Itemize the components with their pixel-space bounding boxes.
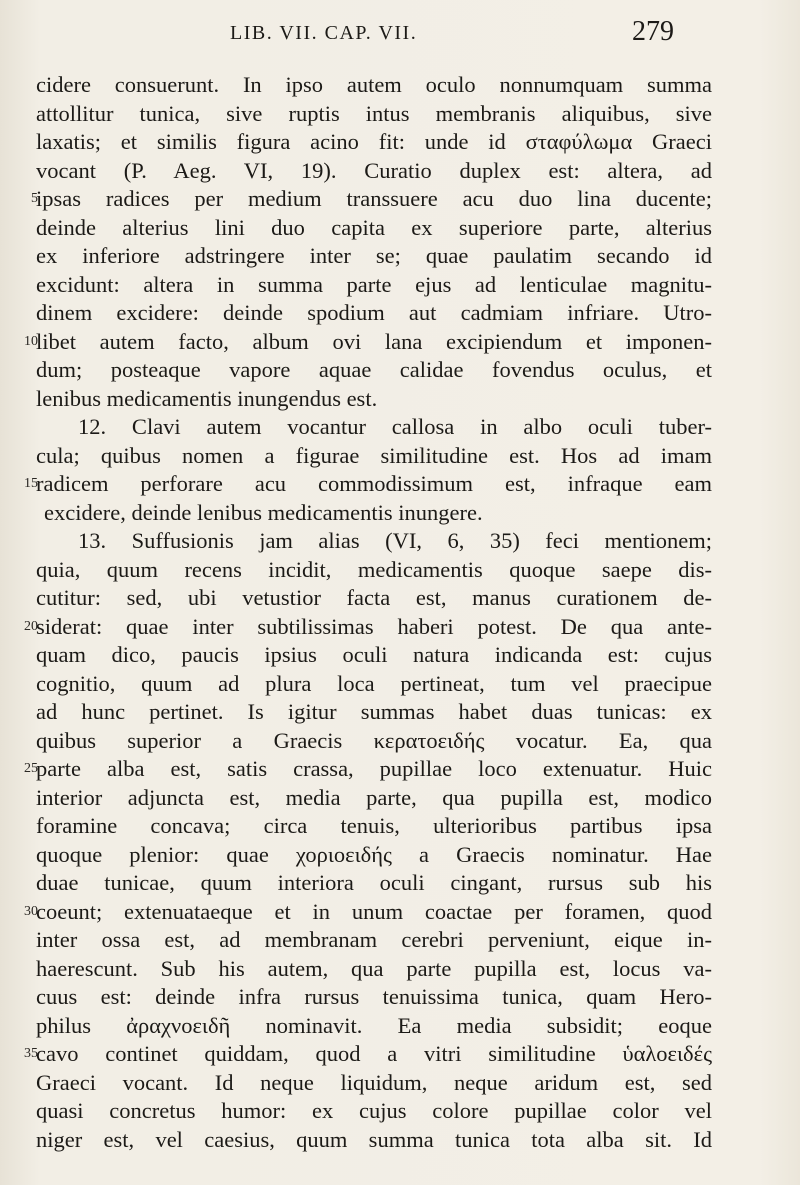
text-line <box>0 785 800 814</box>
line-text: philus ἀραχνοειδῆ nominavit. Ea media subsidit; eoque <box>36 1012 712 1038</box>
line-text: radicem perforare acu commodissimum est, infraque eam <box>36 471 712 496</box>
text-line <box>0 215 800 244</box>
line-text: cula; quibus nomen a figurae similitudine est. Hos ad imam <box>36 442 712 468</box>
line-text: libet autem facto, album ovi lana excipiendum et imponen- <box>36 328 712 354</box>
line-number: 5 <box>31 191 38 206</box>
line-text: cuus est: deinde infra rursus tenuissima tunica, quam Hero- <box>36 984 712 1009</box>
text-line <box>0 728 800 757</box>
line-number: 20 <box>24 618 38 634</box>
line-text: coeunt; extenuataeque et in unum coactae per foramen, quod <box>36 898 712 924</box>
line-text: parte alba est, satis crassa, pupillae loco extenuatur. Huic <box>36 756 712 781</box>
line-text: quasi concretus humor: ex cujus colore pupillae color vel <box>36 1098 712 1123</box>
text-line <box>0 956 800 985</box>
text-line <box>0 243 800 272</box>
line-number: 15 <box>24 476 38 491</box>
text-line <box>0 443 800 472</box>
line-text: ad hunc pertinet. Is igitur summas habet duas tunicas: ex <box>36 699 712 724</box>
text-line <box>0 158 800 187</box>
text-line <box>0 272 800 301</box>
text-line <box>0 129 800 158</box>
text-line <box>0 414 800 443</box>
line-text: cutitur: sed, ubi vetustior facta est, manus curationem de- <box>36 585 712 610</box>
line-text: 12. Clavi autem vocantur callosa in albo oculi tuber- <box>78 414 712 439</box>
line-text: niger est, vel caesius, quum summa tunica tota alba sit. Id <box>36 1126 712 1152</box>
line-text: cavo continet quiddam, quod a vitri similitudine ὑαλοειδές <box>36 1041 712 1066</box>
text-line <box>0 1013 800 1042</box>
text-line <box>0 1127 800 1156</box>
text-line <box>0 614 800 643</box>
text-line <box>0 756 800 785</box>
text-line <box>0 1098 800 1127</box>
line-text: laxatis; et similis figura acino fit: unde id σταφύλωμα Graeci <box>36 129 712 154</box>
text-line <box>0 300 800 329</box>
line-text: deinde alterius lini duo capita ex superiore parte, alterius <box>36 214 712 240</box>
line-number: 30 <box>24 903 38 919</box>
text-line <box>0 386 800 415</box>
text-line <box>0 500 800 529</box>
text-line <box>0 813 800 842</box>
line-text: inter ossa est, ad membranam cerebri perveniunt, eique in- <box>36 927 712 952</box>
line-text: foramine concava; circa tenuis, ulterioribus partibus ipsa <box>36 813 712 838</box>
line-text: vocant (P. Aeg. VI, 19). Curatio duplex est: altera, ad <box>36 157 712 183</box>
line-text: attollitur tunica, sive ruptis intus membranis aliquibus, sive <box>36 100 712 126</box>
line-number: 35 <box>24 1046 38 1061</box>
text-line <box>0 329 800 358</box>
line-text: excidere, deinde lenibus medicamentis inungere. <box>44 499 483 525</box>
text-line <box>0 642 800 671</box>
text-line <box>0 357 800 386</box>
text-line <box>0 899 800 928</box>
text-line <box>0 870 800 899</box>
text-line <box>0 699 800 728</box>
text-line <box>0 1041 800 1070</box>
page-number: 279 <box>632 16 674 47</box>
text-line <box>0 984 800 1013</box>
line-text: ex inferiore adstringere inter se; quae paulatim secando id <box>36 243 712 268</box>
line-text: quibus superior a Graecis κερατοειδής vocatur. Ea, qua <box>36 727 712 753</box>
line-text: interior adjuncta est, media parte, qua pupilla est, modico <box>36 784 712 810</box>
line-text: quam dico, paucis ipsius oculi natura indicanda est: cujus <box>36 642 712 667</box>
text-line <box>0 927 800 956</box>
line-text: cidere consuerunt. In ipso autem oculo nonnumquam summa <box>36 72 712 97</box>
line-text: quoque plenior: quae χοριοειδής a Graecis nominatur. Hae <box>36 841 712 867</box>
line-number: 25 <box>24 761 38 776</box>
text-line <box>0 671 800 700</box>
line-text: Graeci vocant. Id neque liquidum, neque aridum est, sed <box>36 1069 712 1095</box>
text-line <box>0 72 800 101</box>
line-text: cognitio, quum ad plura loca pertineat, tum vel praecipue <box>36 670 712 696</box>
line-text: dum; posteaque vapore aquae calidae fovendus oculus, et <box>36 357 712 382</box>
text-line <box>0 842 800 871</box>
line-text: duae tunicae, quum interiora oculi cingant, rursus sub his <box>36 870 712 895</box>
text-line <box>0 1070 800 1099</box>
line-text: 13. Suffusionis jam alias (VI, 6, 35) feci mentionem; <box>78 528 712 553</box>
line-text: haerescunt. Sub his autem, qua parte pupilla est, locus va- <box>36 955 712 981</box>
running-head <box>0 14 800 54</box>
running-head-title: LIB. VII. CAP. VII. <box>230 22 418 44</box>
line-text: quia, quum recens incidit, medicamentis quoque saepe dis- <box>36 556 712 582</box>
line-number: 10 <box>24 333 38 349</box>
text-line <box>0 557 800 586</box>
text-line <box>0 528 800 557</box>
line-text: dinem excidere: deinde spodium aut cadmiam infriare. Utro- <box>36 300 712 325</box>
text-line <box>0 585 800 614</box>
line-text: lenibus medicamentis inungendus est. <box>36 385 378 411</box>
line-text: excidunt: altera in summa parte ejus ad lenticulae magnitu- <box>36 271 712 297</box>
text-line <box>0 101 800 130</box>
text-line <box>0 471 800 500</box>
line-text: siderat: quae inter subtilissimas haberi potest. De qua ante- <box>36 613 712 639</box>
line-text: ipsas radices per medium transsuere acu duo lina ducente; <box>36 186 712 211</box>
body-text <box>0 72 800 1155</box>
text-line <box>0 186 800 215</box>
